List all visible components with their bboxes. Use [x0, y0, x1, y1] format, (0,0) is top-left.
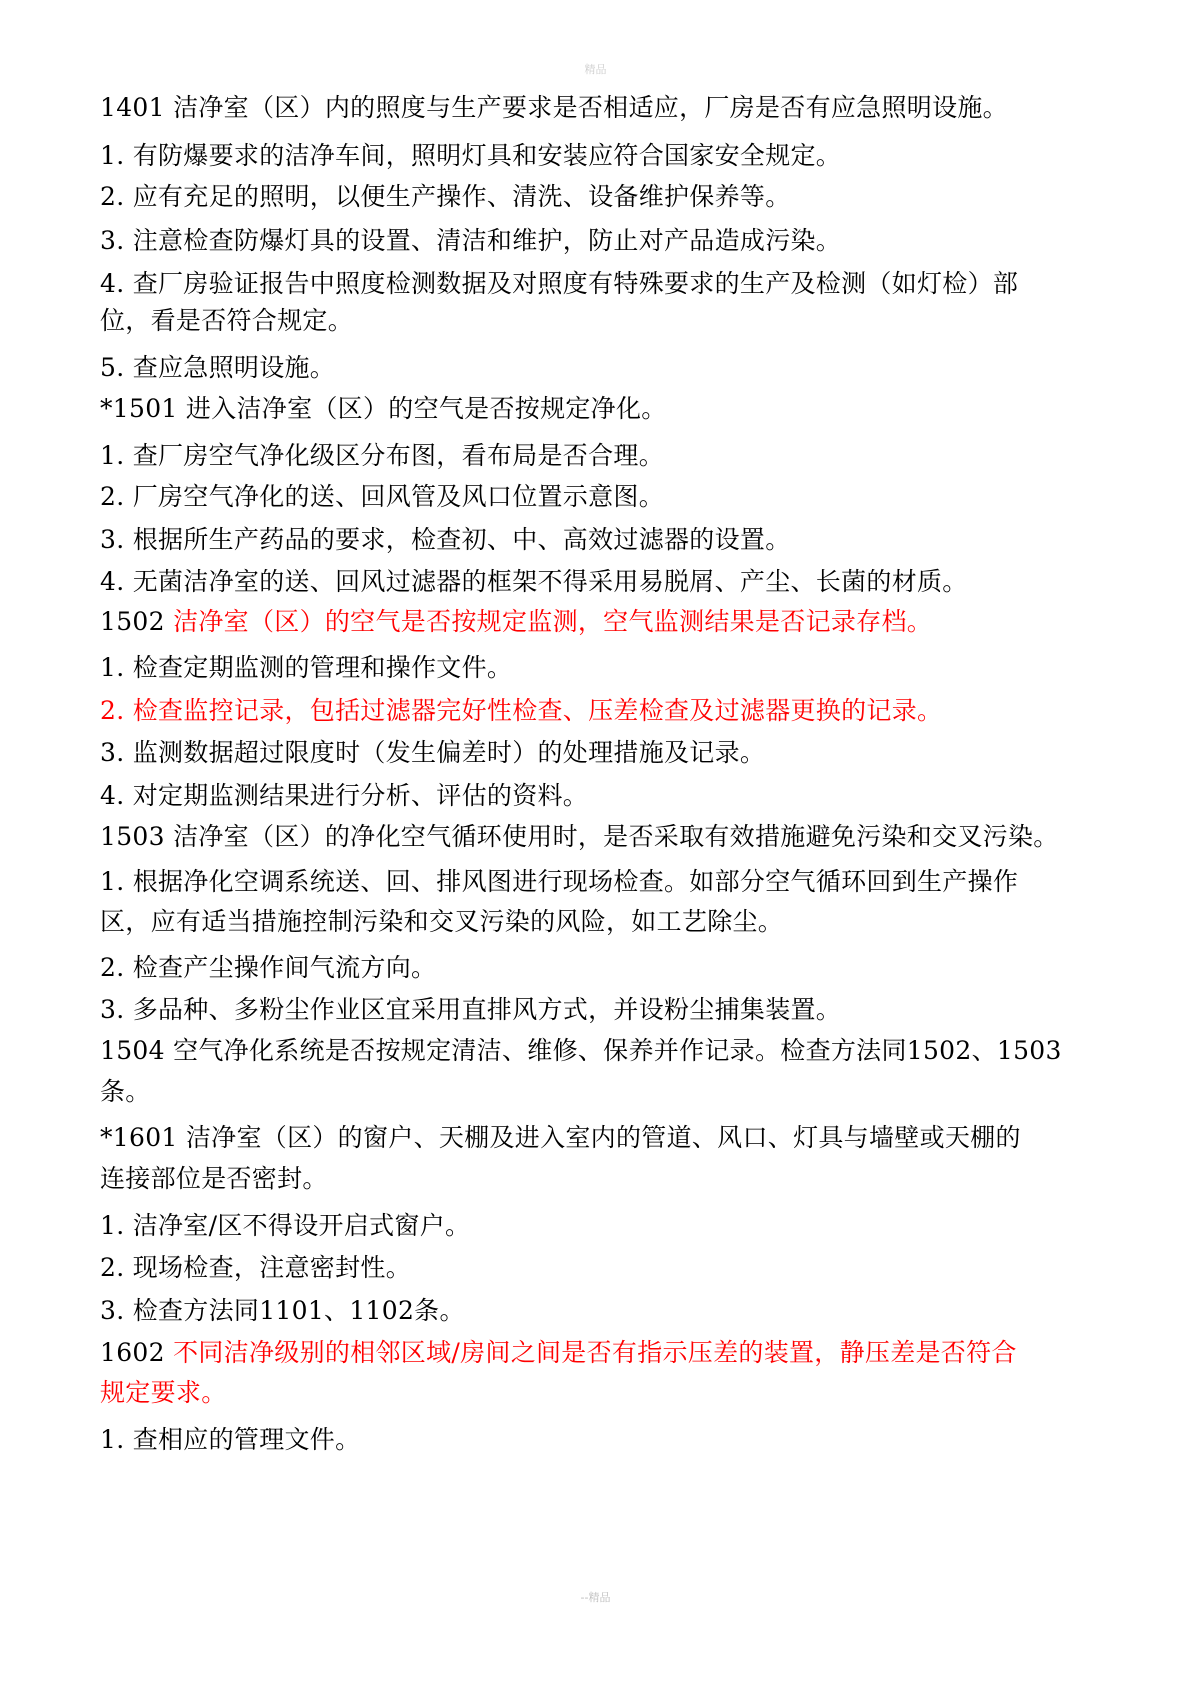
clause-1401-item-5: 5. 查应急照明设施。 [100, 353, 336, 382]
clause-1601-heading: *1601 洁净室（区）的窗户、天棚及进入室内的管道、风口、灯具与墙壁或天棚的 [100, 1123, 1021, 1152]
clause-1503-item-3: 3. 多品种、多粉尘作业区宜采用直排风方式，并设粉尘捕集装置。 [100, 995, 842, 1024]
clause-1504-heading: 1504 空气净化系统是否按规定清洁、维修、保养并作记录。检查方法同1502、1503 [100, 1036, 1062, 1065]
clause-1501-heading: *1501 进入洁净室（区）的空气是否按规定净化。 [100, 394, 667, 423]
clause-1401-item-3: 3. 注意检查防爆灯具的设置、清洁和维护，防止对产品造成污染。 [100, 226, 842, 255]
highlighted-text: 不同洁净级别的相邻区域/房间之间是否有指示压差的装置，静压差是否符合 [173, 1338, 1017, 1367]
clause-number: 1502 [100, 607, 174, 636]
clause-1601-item-3: 3. 检查方法同1101、1102条。 [100, 1296, 465, 1325]
clause-1503-item-1: 1. 根据净化空调系统送、回、排风图进行现场检查。如部分空气循环回到生产操作 [100, 867, 1019, 896]
clause-1401-item-4-cont: 位，看是否符合规定。 [100, 306, 354, 335]
highlighted-text: 洁净室（区）的空气是否按规定监测，空气监测结果是否记录存档。 [173, 607, 933, 636]
clause-1401-item-1: 1. 有防爆要求的洁净车间，照明灯具和安装应符合国家安全规定。 [100, 141, 842, 170]
clause-1503-item-2: 2. 检查产尘操作间气流方向。 [100, 953, 437, 982]
clause-1601-item-1: 1. 洁净室/区不得设开启式窗户。 [100, 1211, 471, 1240]
clause-number: 1602 [100, 1338, 174, 1367]
footer-watermark: --精品 [580, 1591, 611, 1604]
clause-1502-item-1: 1. 检查定期监测的管理和操作文件。 [100, 653, 513, 682]
clause-1502-item-4: 4. 对定期监测结果进行分析、评估的资料。 [100, 781, 589, 810]
clause-1601-item-2: 2. 现场检查，注意密封性。 [100, 1253, 412, 1282]
clause-1504-heading-cont: 条。 [100, 1077, 151, 1106]
clause-1401-heading: 1401 洁净室（区）内的照度与生产要求是否相适应，厂房是否有应急照明设施。 [100, 93, 1008, 122]
clause-1503-item-1-cont: 区，应有适当措施控制污染和交叉污染的风险，如工艺除尘。 [100, 907, 784, 936]
clause-1401-item-2: 2. 应有充足的照明，以便生产操作、清洗、设备维护保养等。 [100, 182, 791, 211]
clause-1602-item-1: 1. 查相应的管理文件。 [100, 1425, 361, 1454]
clause-1501-item-2: 2. 厂房空气净化的送、回风管及风口位置示意图。 [100, 482, 665, 511]
clause-1502-heading [100, 607, 1100, 637]
clause-1602-heading-cont: 规定要求。 [100, 1378, 227, 1407]
clause-1401-item-4: 4. 查厂房验证报告中照度检测数据及对照度有特殊要求的生产及检测（如灯检）部 [100, 269, 1019, 298]
clause-1601-heading-cont: 连接部位是否密封。 [100, 1164, 328, 1193]
clause-1501-item-4: 4. 无菌洁净室的送、回风过滤器的框架不得采用易脱屑、产尘、长菌的材质。 [100, 567, 968, 596]
clause-1501-item-1: 1. 查厂房空气净化级区分布图，看布局是否合理。 [100, 441, 665, 470]
clause-1502-item-3: 3. 监测数据超过限度时（发生偏差时）的处理措施及记录。 [100, 738, 766, 767]
clause-1503-heading: 1503 洁净室（区）的净化空气循环使用时，是否采取有效措施避免污染和交叉污染。 [100, 822, 1059, 851]
clause-1602-heading [100, 1338, 1100, 1368]
clause-1501-item-3: 3. 根据所生产药品的要求，检查初、中、高效过滤器的设置。 [100, 525, 791, 554]
clause-1502-item-2-highlighted: 2. 检查监控记录，包括过滤器完好性检查、压差检查及过滤器更换的记录。 [100, 696, 943, 725]
header-watermark: 精品 [584, 63, 607, 76]
